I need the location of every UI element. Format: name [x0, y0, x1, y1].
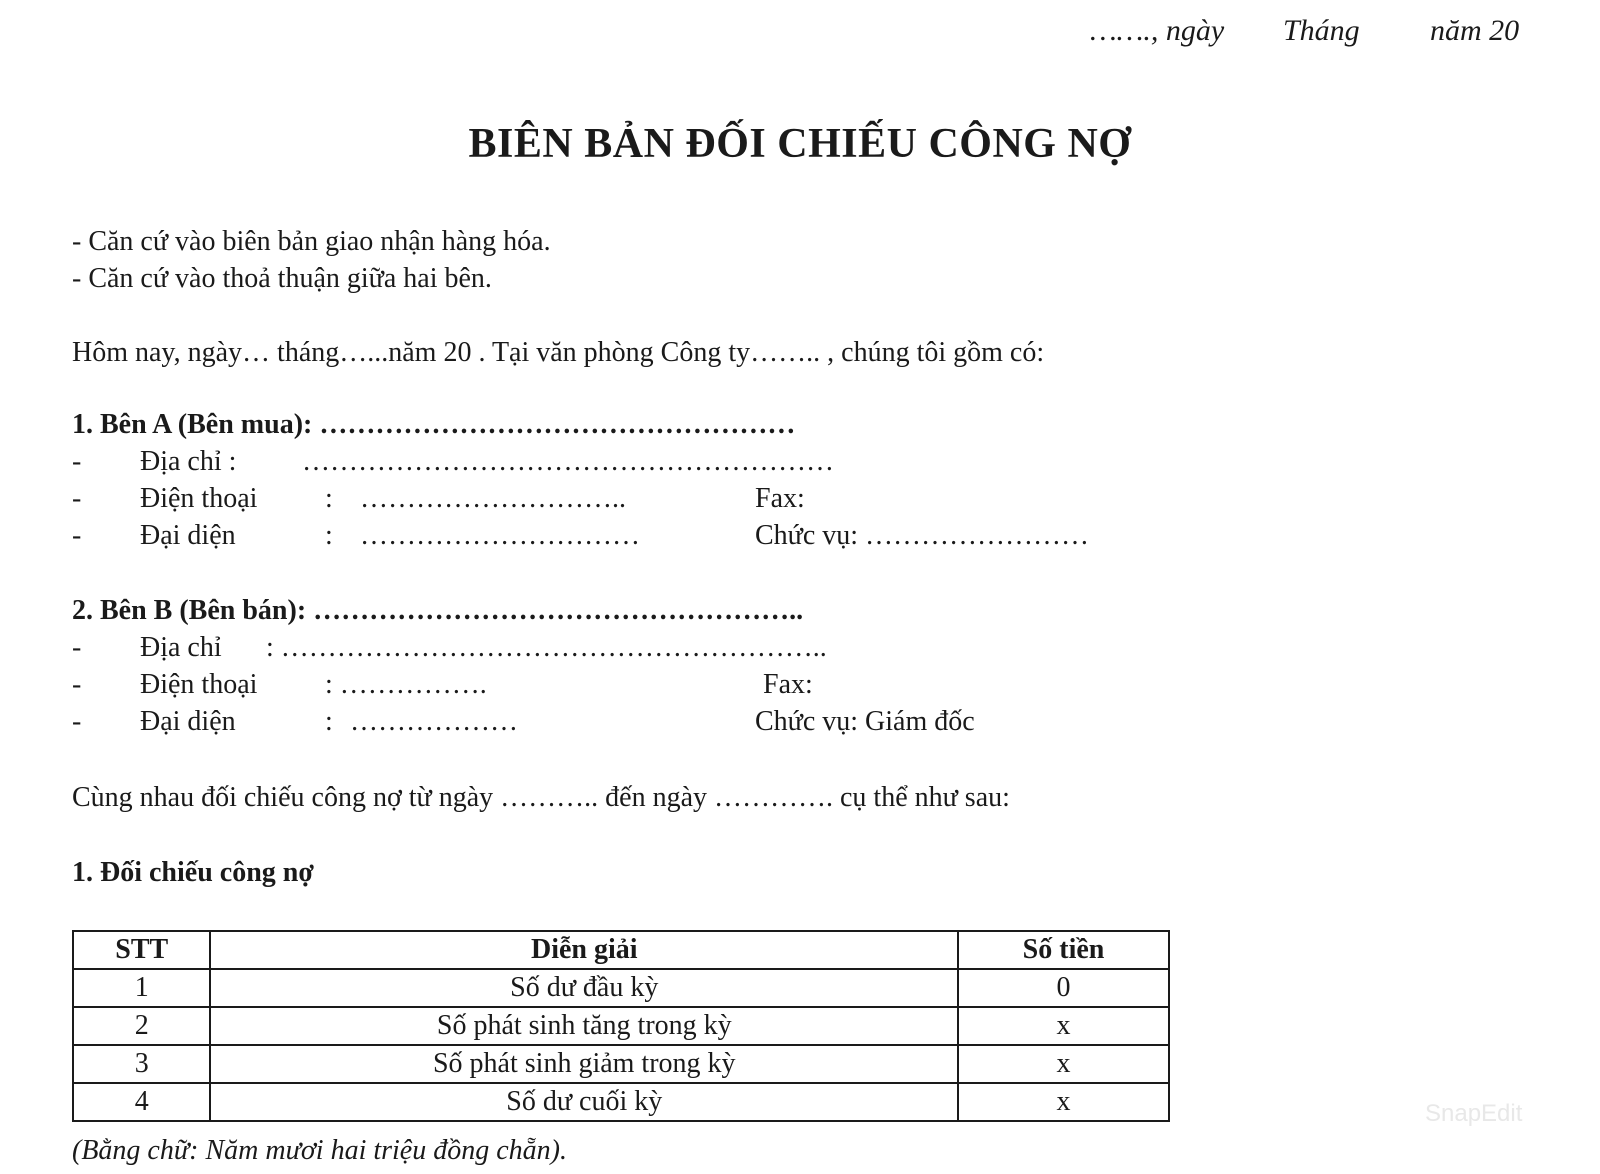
cell-stt: 1	[73, 969, 210, 1007]
cell-amount: x	[958, 1083, 1169, 1121]
date-place-day: ……., ngày	[1090, 14, 1225, 47]
party-b-rep-value: ………………	[350, 706, 518, 737]
cell-stt: 4	[73, 1083, 210, 1121]
party-b-rep-colon: :	[325, 706, 333, 737]
cell-amount: x	[958, 1045, 1169, 1083]
date-year: năm 20	[1430, 14, 1520, 47]
table-header-row	[73, 931, 1169, 969]
document-title: BIÊN BẢN ĐỐI CHIẾU CÔNG NỢ	[468, 121, 1132, 167]
header-stt: STT	[73, 931, 210, 969]
cell-amount: 0	[958, 969, 1169, 1007]
party-b-address-label: Địa chỉ	[140, 632, 222, 663]
cell-description: Số phát sinh tăng trong kỳ	[210, 1007, 958, 1045]
party-a-heading: 1. Bên A (Bên mua): ……………………………………………	[72, 409, 796, 440]
cell-description: Số dư đầu kỳ	[210, 969, 958, 1007]
intro-text: Hôm nay, ngày… tháng…...năm 20 . Tại văn phòng Công ty…….. , chúng tôi gồm có:	[72, 337, 1045, 368]
party-a-phone-label: Điện thoại	[140, 483, 258, 514]
cell-stt: 2	[73, 1007, 210, 1045]
table-row	[73, 1083, 1169, 1121]
basis-item-2	[72, 263, 492, 295]
party-a-rep-value: …………………………	[360, 520, 640, 551]
watermark-logo: SnapEdit	[1425, 1100, 1523, 1127]
header-description: Diễn giải	[210, 931, 958, 969]
table-row	[73, 1007, 1169, 1045]
party-a-phone-value: ………………………..	[360, 483, 626, 514]
date-month: Tháng	[1283, 14, 1360, 47]
party-a-fax-label: Fax:	[755, 483, 805, 514]
party-a-address-label: Địa chỉ :	[140, 446, 237, 477]
amount-in-words-note: (Bằng chữ: Năm mươi hai triệu đồng chẵn).	[72, 1135, 567, 1166]
bullet-dash: -	[72, 226, 89, 257]
party-b-position: Chức vụ: Giám đốc	[755, 706, 975, 737]
bullet-dash: -	[72, 263, 89, 294]
basis-item-1	[72, 226, 551, 258]
party-b-fax-label: Fax:	[763, 669, 813, 700]
party-a-rep-label: Đại diện	[140, 520, 236, 551]
party-a-phone-colon: :	[325, 483, 333, 514]
party-b-rep-label: Đại diện	[140, 706, 236, 737]
party-a-address-value: …………………………………………………	[302, 446, 834, 477]
basis-text: Căn cứ vào biên bản giao nhận hàng hóa.	[88, 226, 551, 257]
party-b-phone-label: Điện thoại	[140, 669, 258, 700]
cell-amount: x	[958, 1007, 1169, 1045]
header-amount: Số tiền	[958, 931, 1169, 969]
cell-stt: 3	[73, 1045, 210, 1083]
table-row	[73, 969, 1169, 1007]
party-b-phone-value: : …………….	[325, 669, 487, 700]
party-a-rep-colon: :	[325, 520, 333, 551]
cell-description: Số dư cuối kỳ	[210, 1083, 958, 1121]
bullet-dash: -	[72, 632, 82, 663]
debt-table	[72, 930, 1170, 1122]
bullet-dash: -	[72, 483, 82, 514]
bullet-dash: -	[72, 446, 82, 477]
party-a-position: Chức vụ: ……………………	[755, 520, 1090, 551]
bullet-dash: -	[72, 706, 82, 737]
bullet-dash: -	[72, 669, 82, 700]
section-1-heading: 1. Đối chiếu công nợ	[72, 857, 314, 888]
cell-description: Số phát sinh giảm trong kỳ	[210, 1045, 958, 1083]
party-b-address-value: : …………………………………………………..	[266, 632, 827, 663]
basis-text: Căn cứ vào thoả thuận giữa hai bên.	[88, 263, 492, 294]
period-text: Cùng nhau đối chiếu công nợ từ ngày ……….. đến ngày …………. cụ thể như sau:	[72, 782, 1010, 813]
bullet-dash: -	[72, 520, 82, 551]
table-row	[73, 1045, 1169, 1083]
party-b-heading: 2. Bên B (Bên bán): ……………………………………………..	[72, 595, 804, 626]
